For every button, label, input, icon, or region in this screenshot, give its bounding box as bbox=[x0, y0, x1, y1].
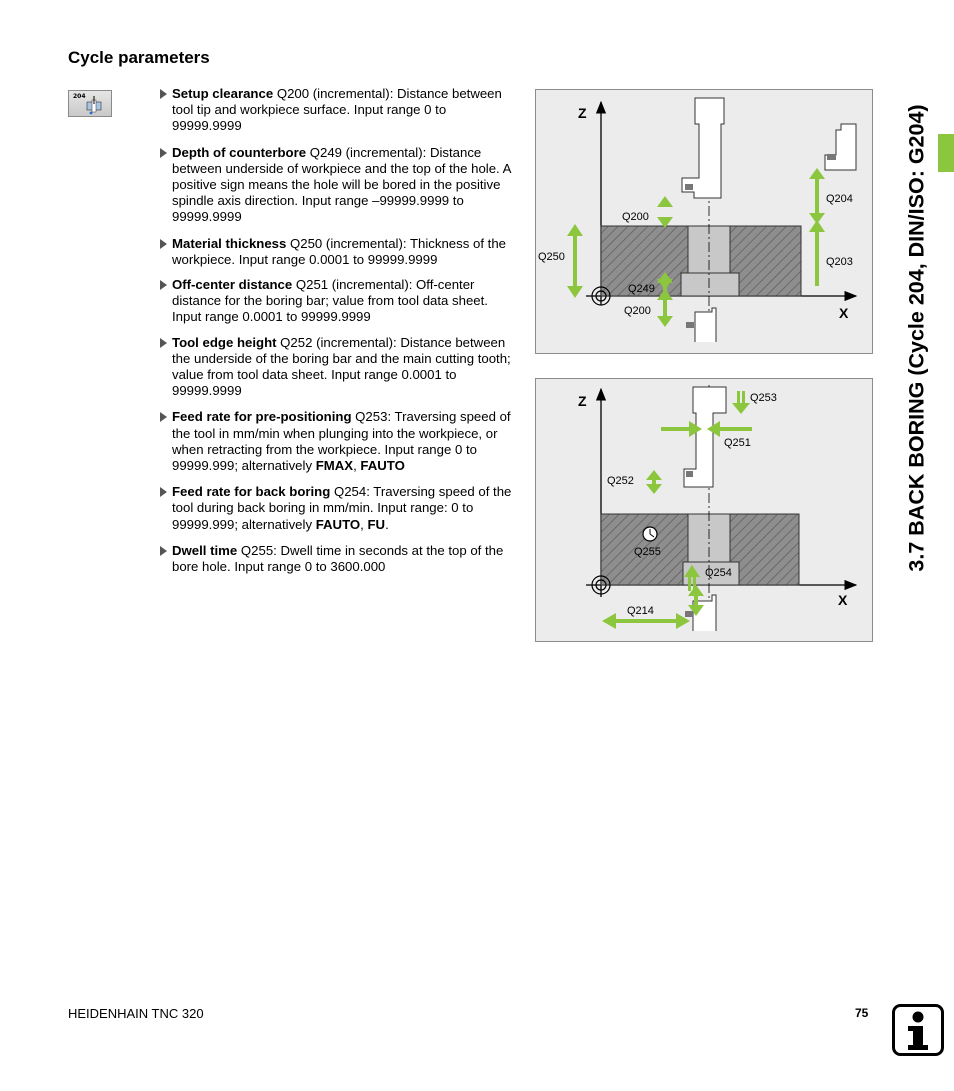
label-q255: Q255 bbox=[634, 546, 661, 558]
param-separator: , bbox=[353, 458, 361, 474]
diagram-back-boring bbox=[536, 379, 872, 641]
page-number: 75 bbox=[855, 1006, 869, 1020]
param-q253 bbox=[158, 409, 513, 474]
footer-manual-name: HEIDENHAIN TNC 320 bbox=[68, 1006, 204, 1021]
label-q203: Q203 bbox=[826, 256, 853, 268]
boring-bar-top bbox=[682, 98, 724, 198]
dimension-arrows bbox=[602, 391, 752, 629]
param-description: Q254: Traversing speed of the tool during back boring in mm/min. Input range: 0 to 99999.999; alternatively bbox=[172, 484, 512, 532]
param-option: FAUTO bbox=[360, 458, 405, 474]
label-q251: Q251 bbox=[724, 437, 751, 449]
param-name: Tool edge height bbox=[172, 334, 277, 350]
z-axis-label: Z bbox=[578, 105, 587, 121]
param-description: Q255: Dwell time in seconds at the top of the bore hole. Input range 0 to 3600.000 bbox=[172, 542, 504, 575]
param-description: Q200 (incremental): Distance between tool tip and workpiece surface. Input range 0 to 99999.9999 bbox=[172, 86, 502, 134]
label-q200-bottom: Q200 bbox=[624, 305, 651, 317]
param-description: Q253: Traversing speed of the tool in mm/min when plunging into the workpiece, or when retracting from the workpiece. Input range 0 to 99999.999; alternatively bbox=[172, 409, 511, 474]
chapter-tab bbox=[938, 134, 954, 172]
label-q250: Q250 bbox=[538, 251, 565, 263]
param-q255 bbox=[158, 543, 513, 575]
param-name: Depth of counterbore bbox=[172, 144, 307, 160]
label-q252: Q252 bbox=[607, 475, 634, 487]
boring-bar-retracted bbox=[825, 124, 856, 170]
label-q204: Q204 bbox=[826, 193, 853, 205]
param-option: FU bbox=[367, 516, 386, 532]
label-q253: Q253 bbox=[750, 392, 777, 404]
param-q254 bbox=[158, 484, 513, 533]
param-q251 bbox=[158, 277, 513, 326]
param-description: Q251 (incremental): Off-center distance for the boring bar; value from tool data sheet. Input range 0.0001 to 99999.9999 bbox=[172, 277, 488, 325]
counterbore bbox=[681, 273, 739, 296]
param-q250 bbox=[158, 236, 513, 268]
z-axis-label: Z bbox=[578, 393, 587, 409]
param-option: FAUTO bbox=[315, 516, 361, 532]
section-heading: Cycle parameters bbox=[68, 48, 210, 67]
cycle-204-softkey[interactable] bbox=[68, 90, 112, 117]
param-name: Setup clearance bbox=[172, 86, 274, 101]
param-q200 bbox=[158, 86, 513, 135]
chapter-title-text: 3.7 BACK BORING (Cycle 204, DIN/ISO: G204) bbox=[904, 104, 929, 572]
param-name: Material thickness bbox=[172, 235, 287, 251]
bullet-arrow-icon bbox=[160, 239, 167, 249]
param-name: Feed rate for back boring bbox=[172, 484, 331, 500]
info-icon bbox=[892, 1004, 944, 1056]
label-q249: Q249 bbox=[628, 283, 655, 295]
bullet-arrow-icon bbox=[160, 412, 167, 422]
bullet-arrow-icon bbox=[160, 487, 167, 497]
back-boring-icon bbox=[69, 91, 113, 118]
param-description: Q249 (incremental): Distance between underside of workpiece and the top of the hole. A positive sign means the hole will be bored in the positive spindle axis direction. Input range –99999.9999 to 99999.9999 bbox=[172, 144, 511, 225]
boring-bar-bottom bbox=[695, 308, 716, 342]
param-q249 bbox=[158, 145, 513, 226]
diagram-setup bbox=[536, 90, 872, 353]
param-name: Feed rate for pre-positioning bbox=[172, 409, 352, 425]
parameter-list bbox=[158, 86, 513, 575]
bullet-arrow-icon bbox=[160, 280, 167, 290]
figure-back-boring-parameters bbox=[535, 378, 873, 642]
bullet-arrow-icon bbox=[160, 338, 167, 348]
param-option: FMAX bbox=[315, 458, 354, 474]
bullet-arrow-icon bbox=[160, 546, 167, 556]
x-axis-label: X bbox=[839, 305, 849, 321]
param-description: Q250 (incremental): Thickness of the workpiece. Input range 0.0001 to 99999.9999 bbox=[172, 235, 506, 267]
param-description: Q252 (incremental): Distance between the underside of the boring bar and the main cutting tooth; value from tool data sheet. Input range 0.0001 to 99999.9999 bbox=[172, 334, 511, 399]
label-q200-top: Q200 bbox=[622, 211, 649, 223]
bullet-arrow-icon bbox=[160, 148, 167, 158]
param-separator: , bbox=[360, 516, 368, 532]
param-q252 bbox=[158, 335, 513, 400]
label-q214: Q214 bbox=[627, 605, 654, 617]
chapter-title bbox=[897, 0, 937, 1091]
param-end: . bbox=[385, 516, 389, 532]
label-q254: Q254 bbox=[705, 567, 732, 579]
figure-setup-dimensions bbox=[535, 89, 873, 354]
param-name: Dwell time bbox=[172, 542, 238, 558]
bullet-arrow-icon bbox=[160, 89, 167, 99]
softkey-number: 204 bbox=[73, 93, 86, 100]
param-name: Off-center distance bbox=[172, 277, 293, 293]
x-axis-label: X bbox=[838, 592, 848, 608]
